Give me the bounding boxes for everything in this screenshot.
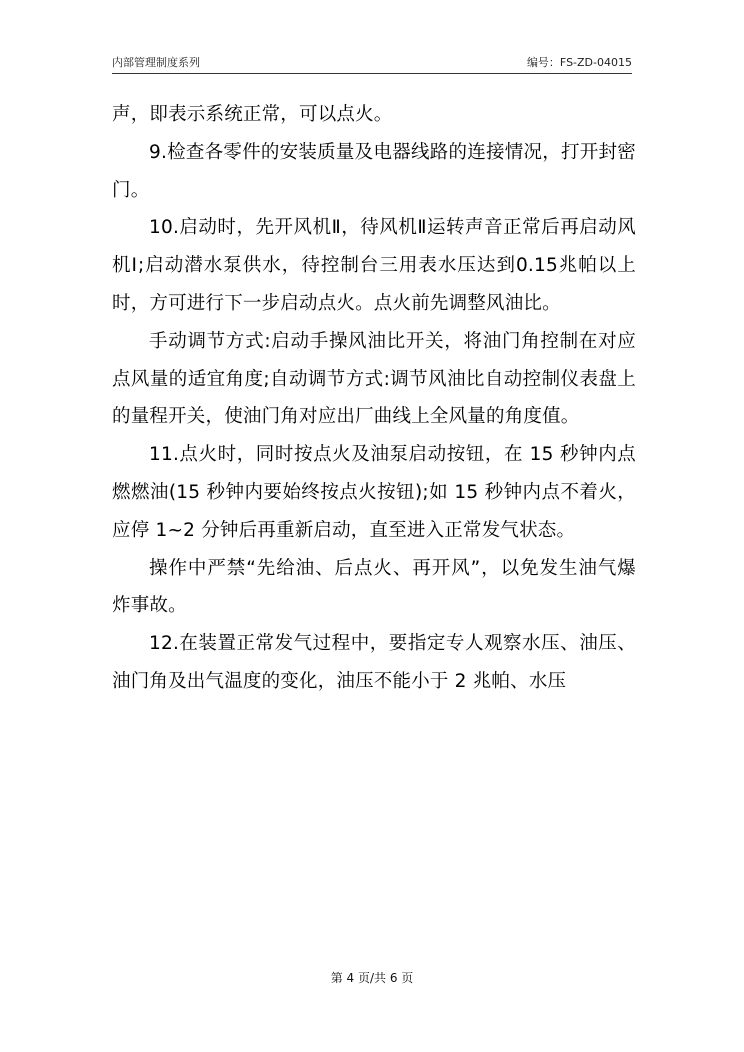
paragraph-safety-warning: 操作中严禁“先给油、后点火、再开风”，以免发生油气爆炸事故。 [112, 557, 636, 617]
paragraph-item-12: 12.在装置正常发气过程中，要指定专人观察水压、油压、油门角及出气温度的变化，油压不能小于 2 兆帕、水压 [112, 633, 636, 692]
header-series-title: 内部管理制度系列 [112, 56, 200, 69]
paragraph-continuation: 声，即表示系统正常，可以点火。 [112, 104, 393, 125]
paragraph-item-11: 11.点火时，同时按点火及油泵启动按钮，在 15 秒钟内点燃燃油(15 秒钟内要始终按点火按钮);如 15 秒钟内点不着火，应停 1~2 分钟后再重新启动，直至进入正常发气状态。 [112, 444, 636, 541]
header-divider [112, 73, 632, 74]
header-document-number: 编号：FS-ZD-04015 [526, 56, 632, 69]
page-header [112, 56, 632, 74]
paragraph-item-9: 9.检查各零件的安装质量及电器线路的连接情况，打开封密门。 [112, 141, 636, 201]
page-footer [0, 970, 744, 986]
paragraph-adjustment-modes: 手动调节方式:启动手操风油比开关，将油门角控制在对应点风量的适宜角度;自动调节方式:调节风油比自动控制仪表盘上的量程开关，使油门角对应出厂曲线上全风量的角度值。 [112, 330, 636, 428]
document-body [112, 96, 636, 701]
paragraph-item-10: 10.启动时，先开风机Ⅱ，待风机Ⅱ运转声音正常后再启动风机Ⅰ;启动潜水泵供水，待控制台三用表水压达到0.15兆帕以上时，方可进行下一步启动点火。点火前先调整风油比。 [112, 217, 636, 314]
page-number: 第 4 页/共 6 页 [330, 971, 414, 985]
